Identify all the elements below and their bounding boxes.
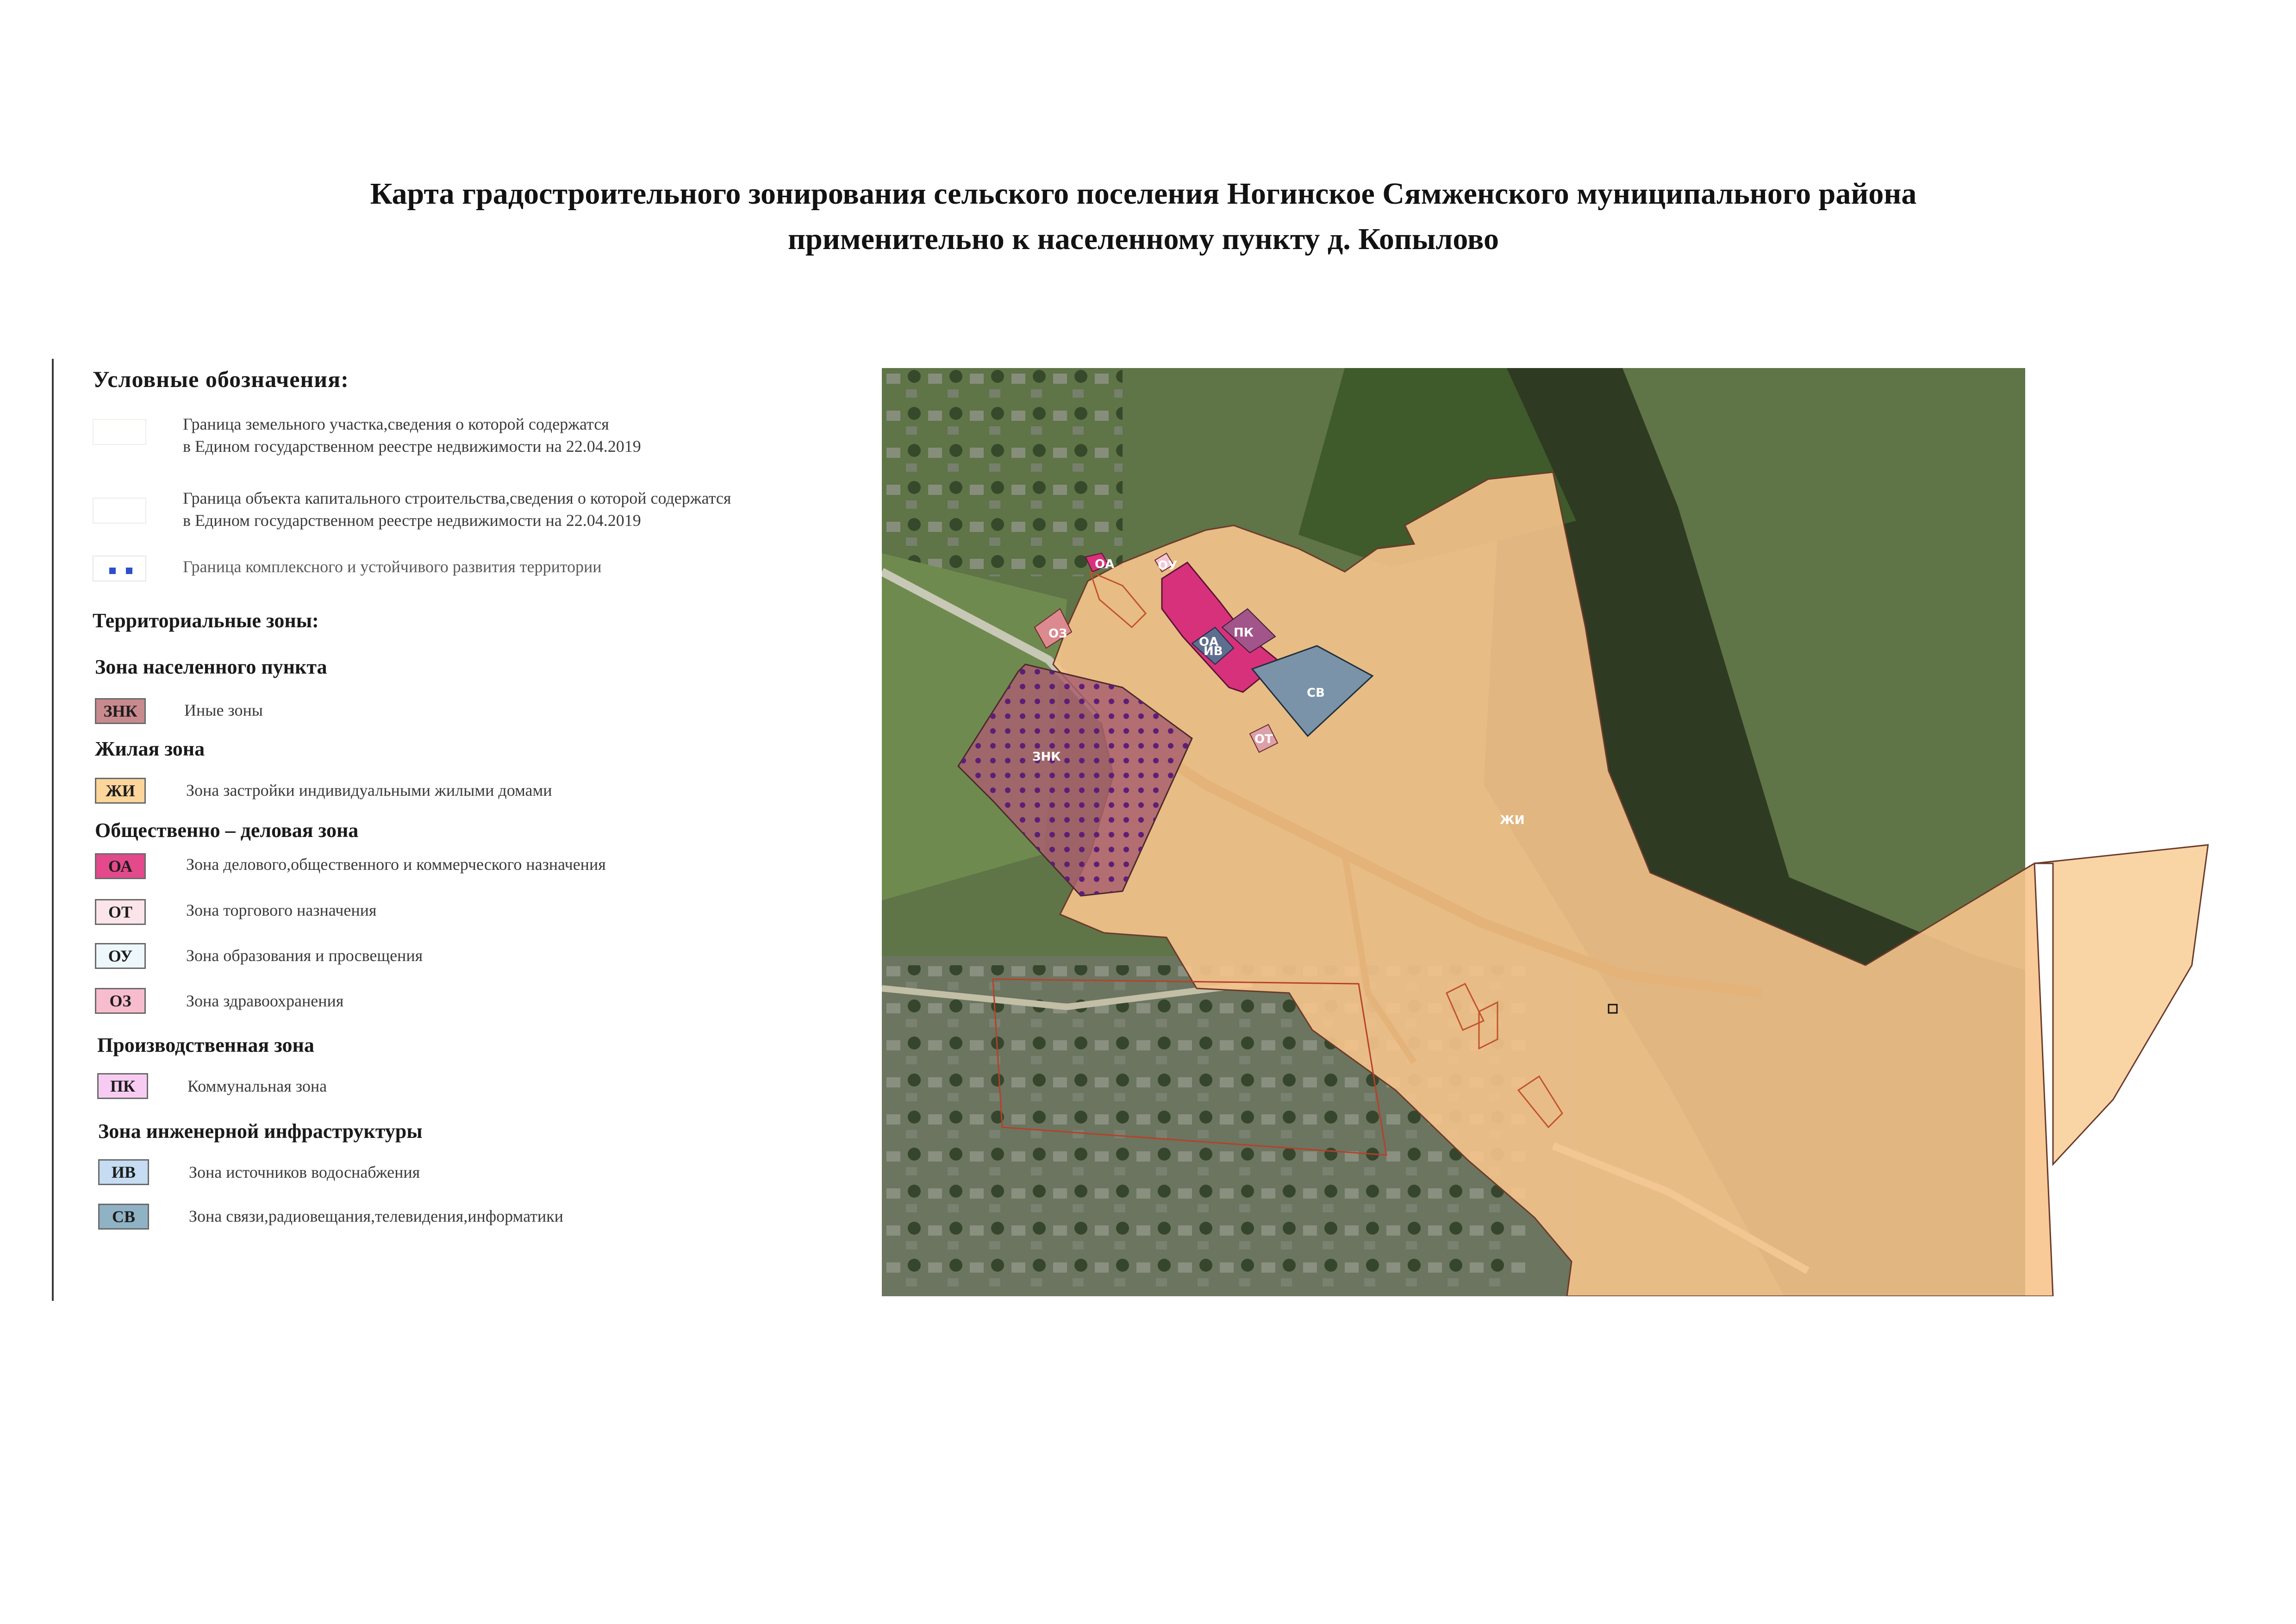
group-heading-public: Общественно – деловая зона [95, 819, 359, 842]
map-title-line1: Карта градостроительного зонирования сельского поселения Ногинское Сямженского муниципального района [370, 177, 1917, 211]
map-label-zhi: ЖИ [1500, 813, 1525, 827]
map-label-iv: ИВ [1204, 644, 1223, 658]
label-zhi: Зона застройки индивидуальными жилыми домами [186, 781, 552, 800]
swatch-zhi: ЖИ [95, 778, 146, 804]
swatch-sv: СВ [98, 1204, 149, 1230]
development-boundary-sample [93, 556, 146, 581]
swatch-oa: ОА [95, 853, 146, 879]
map-label-ot: ОТ [1254, 732, 1273, 746]
zoning-map-canvas[interactable] [882, 368, 2217, 1296]
parcel-boundary-label: Граница земельного участка,сведения о которой содержатся в Едином государственном реестре недвижимости на 22.04.2019 [183, 415, 641, 456]
map-label-oa: ОА [1199, 635, 1219, 649]
label-ou: Зона образования и просвещения [186, 946, 423, 965]
map-label-pk: ПК [1234, 626, 1254, 640]
building-boundary-sample [93, 498, 146, 524]
group-heading-industrial: Производственная зона [97, 1034, 314, 1056]
group-heading-residential: Жилая зона [95, 737, 205, 760]
swatch-znk: ЗНК [95, 698, 146, 724]
label-pk: Коммунальная зона [187, 1077, 327, 1095]
label-ot: Зона торгового назначения [186, 901, 377, 919]
zone-zhi-east[interactable] [2034, 845, 2208, 1164]
development-boundary-label: Граница комплексного и устойчивого развития территории [183, 557, 602, 576]
map-title-line2: применительно к населенному пункту д. Копылово [788, 222, 1499, 256]
group-heading-engineering: Зона инженерной инфраструктуры [98, 1120, 423, 1143]
label-oz: Зона здравоохранения [186, 992, 344, 1010]
zoning-map[interactable] [882, 368, 2217, 1296]
swatch-oz: ОЗ [95, 988, 146, 1014]
swatch-ou: ОУ [95, 943, 146, 969]
label-oa: Зона делового,общественного и коммерческого назначения [186, 855, 606, 874]
swatch-ot: ОТ [95, 899, 146, 925]
map-label-znk: ЗНК [1032, 750, 1061, 764]
map-label-oz: ОЗ [1048, 627, 1067, 641]
legend [0, 0, 870, 1624]
label-sv: Зона связи,радиовещания,телевидения,информатики [189, 1207, 563, 1225]
building-boundary-label: Граница объекта капитального строительства,сведения о которой содержатся в Едином государственном реестре недвижимости на 22.04.2019 [183, 489, 731, 530]
map-label-ou: ОУ [1158, 559, 1178, 573]
label-znk: Иные зоны [184, 701, 263, 719]
territorial-zones-heading: Территориальные зоны: [93, 609, 319, 632]
map-label-oa-north: ОА [1095, 557, 1115, 571]
swatch-pk: ПК [97, 1073, 148, 1099]
label-iv: Зона источников водоснабжения [189, 1163, 420, 1181]
map-label-sv: СВ [1307, 686, 1325, 700]
legend-heading: Условные обозначения: [93, 366, 349, 392]
parcel-boundary-sample [93, 419, 146, 445]
swatch-iv: ИВ [98, 1159, 149, 1185]
group-heading-settlement: Зона населенного пункта [95, 656, 327, 678]
village-texture-north [882, 368, 1123, 576]
